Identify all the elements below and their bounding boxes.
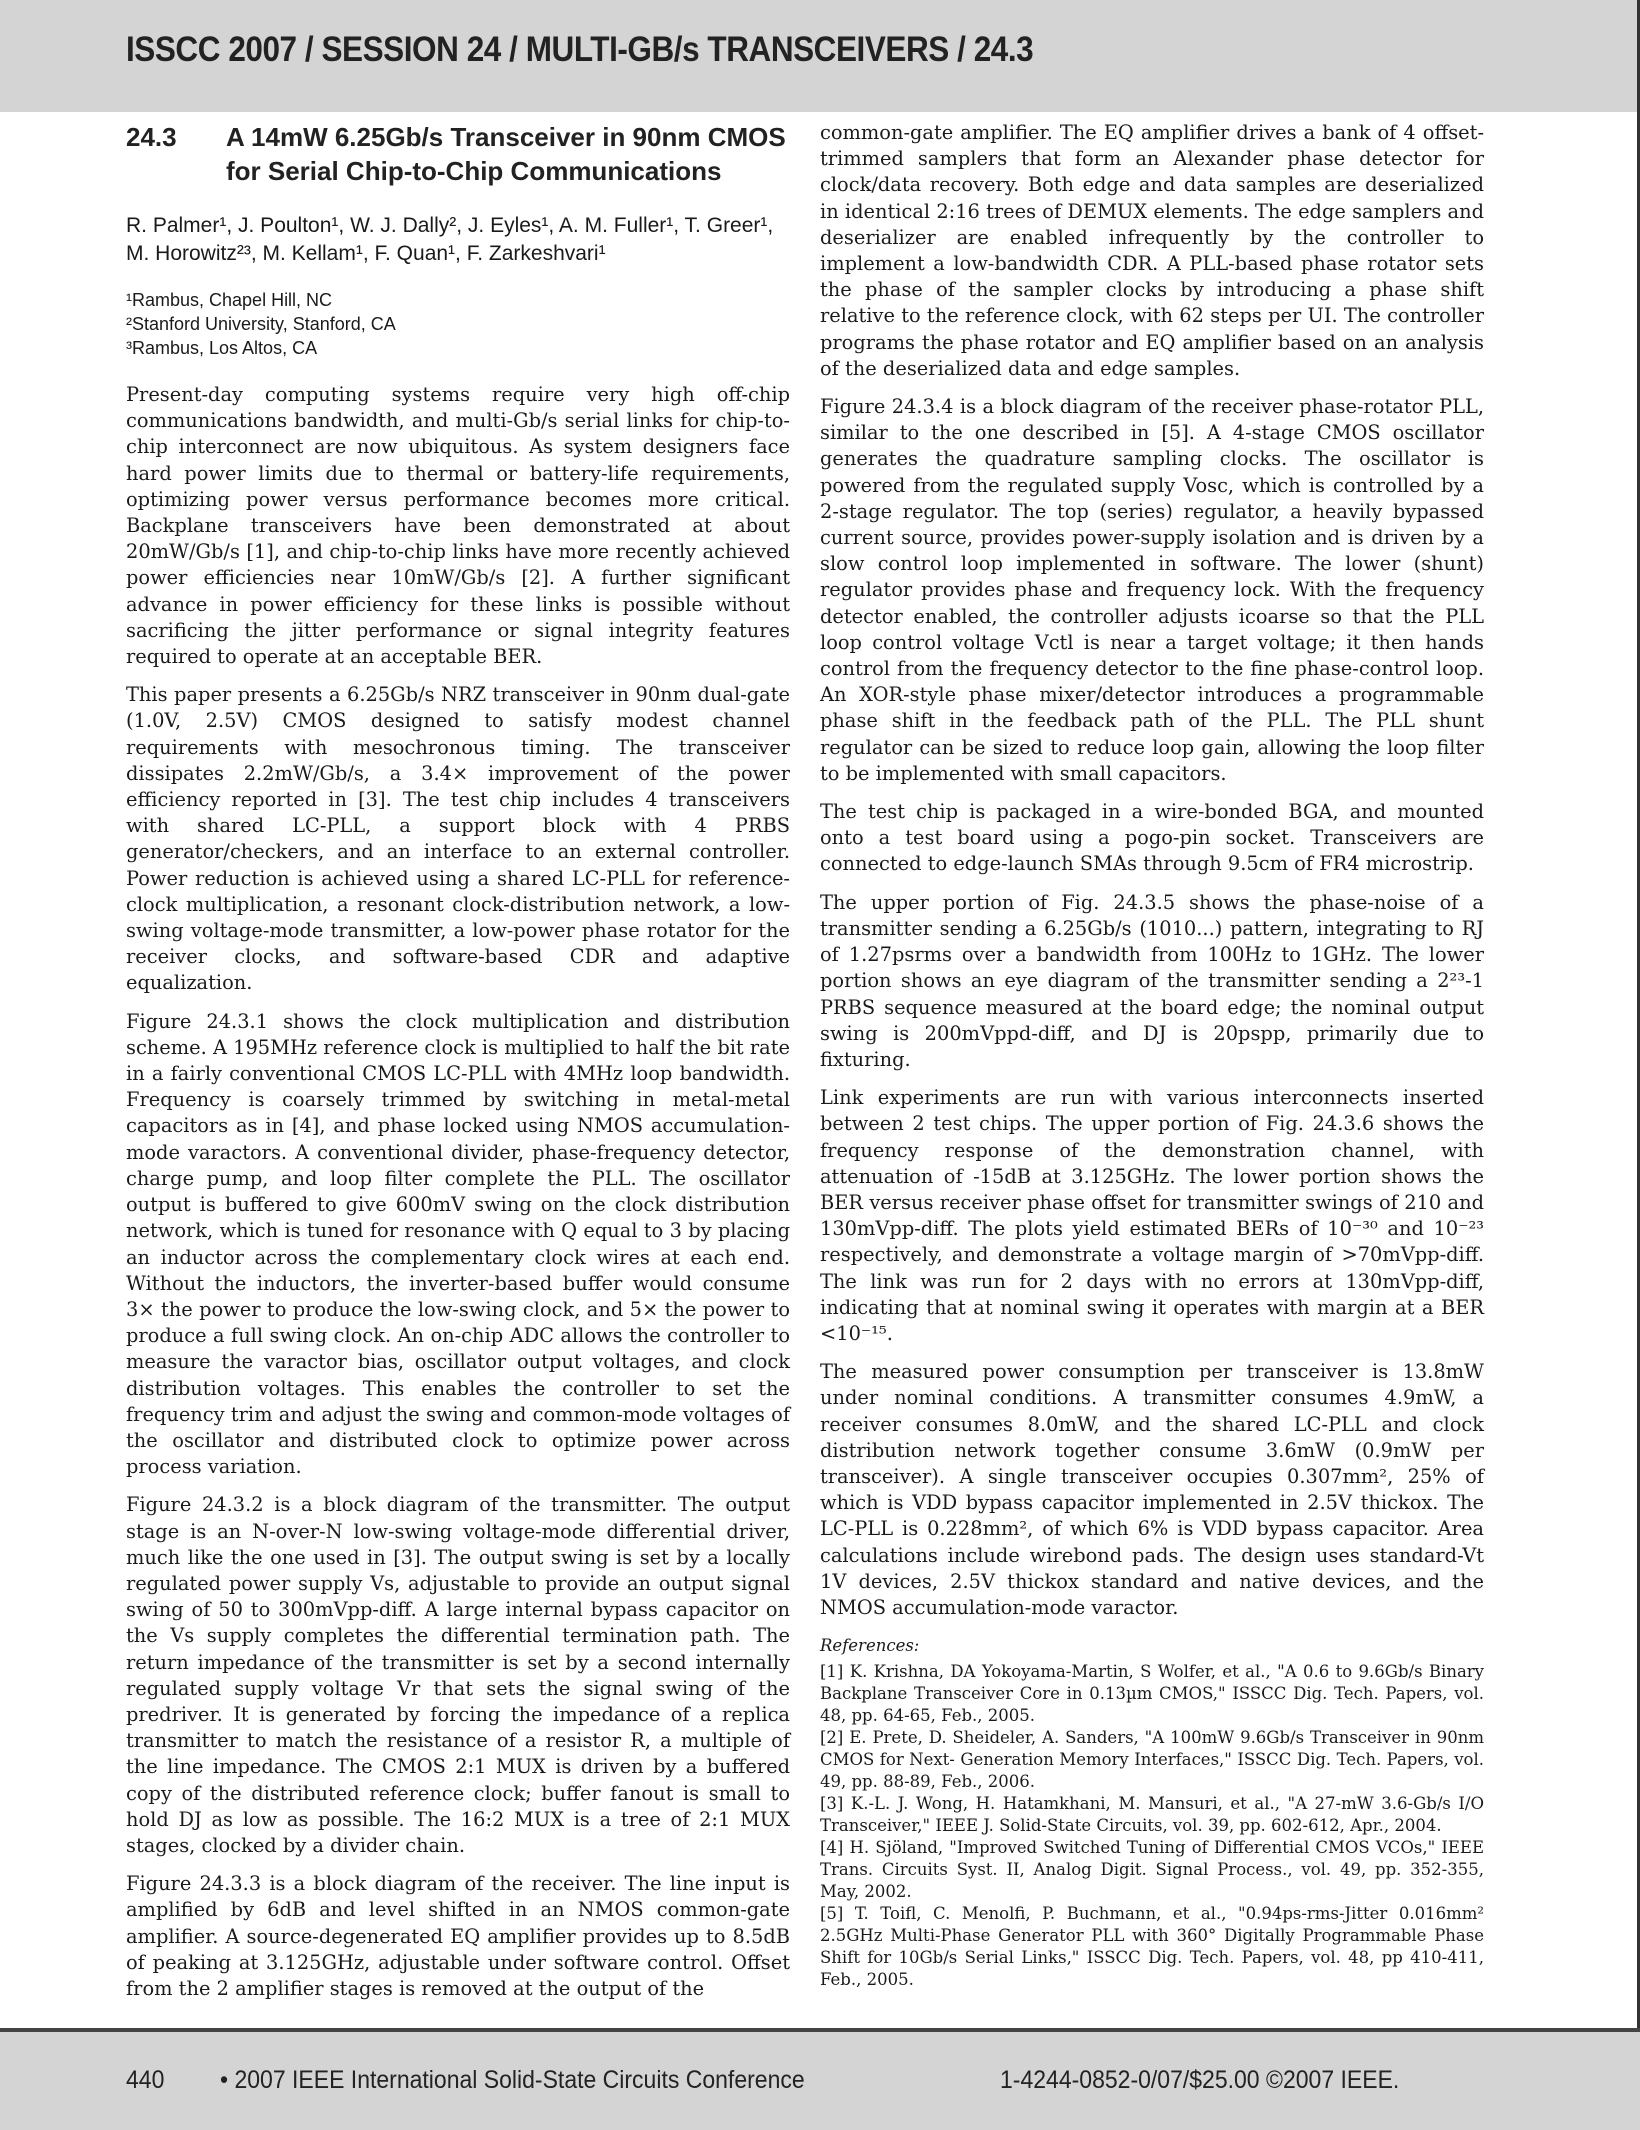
running-header: ISSCC 2007 / SESSION 24 / MULTI-GB/s TRANSCEIVERS / 24.3	[126, 30, 1034, 69]
reference-item: [2] E. Prete, D. Sheideler, A. Sanders, "A 100mW 9.6Gb/s Transceiver in 90nm CMOS for Next- Generation Memory Interfaces," ISSCC Dig. Tech. Papers, vol. 49, pp. 88-89, Feb., 2006.	[820, 1728, 1484, 1792]
affiliation: ¹Rambus, Chapel Hill, NC	[126, 290, 333, 310]
body-paragraph: Link experiments are run with various interconnects inserted between 2 test chips. The upper portion of Fig. 24.3.6 shows the frequency response of the demonstration channel, with attenuation of -15dB at 3.125GHz. The lower portion shows the BER versus receiver phase offset for transmitter swings of 210 and 130mVpp-diff. The plots yield estimated BERs of 10⁻³⁰ and 10⁻²³ respectively, and demonstrate a voltage margin of >70mVpp-diff. The link was run for 2 days with no errors at 130mVpp-diff, indicating that at nominal swing it operates with margin at a BER <10⁻¹⁵.	[820, 1086, 1484, 1345]
body-paragraph: The upper portion of Fig. 24.3.5 shows the phase-noise of a transmitter sending a 6.25Gb/s (1010...) pattern, integrating to RJ of 1.27psrms over a bandwidth from 100Hz to 1GHz. The lower portion shows an eye diagram of the transmitter sending a 2²³-1 PRBS sequence measured at the board edge; the nominal output swing is 200mVppd-diff, and DJ is 20pspp, primarily due to fixturing.	[820, 890, 1484, 1071]
body-paragraph: Figure 24.3.1 shows the clock multiplication and distribution scheme. A 195MHz reference clock is multiplied to half the bit rate in a fairly conventional CMOS LC-PLL with 4MHz loop bandwidth. Frequency is coarsely trimmed by switching in metal-metal capacitors as in [4], and phase locked using NMOS accumulation-mode varactors. A conventional divider, phase-frequency detector, charge pump, and loop filter complete the PLL. The oscillator output is buffered to give 600mV swing on the clock distribution network, which is tuned for resonance with Q equal to 3 by placing an inductor across the complementary clock wires at each end. Without the inductors, the inverter-based buffer would consume 3× the power to produce the low-swing clock, and 5× the power to produce a full swing clock. An on-chip ADC allows the controller to measure the varactor bias, oscillator output voltages, and clock distribution voltages. This enables the controller to set the frequency trim and adjust the swing and common-mode voltages of the oscillator and distributed clock to optimize power across process variation.	[126, 1009, 790, 1479]
affiliations	[126, 288, 790, 360]
page-number: 440	[126, 2066, 165, 2094]
affiliation: ²Stanford University, Stanford, CA	[126, 314, 396, 334]
copyright-notice: 1-4244-0852-0/07/$25.00 ©2007 IEEE.	[1000, 2066, 1400, 2094]
body-paragraph: The measured power consumption per transceiver is 13.8mW under nominal conditions. A transmitter consumes 4.9mW, a receiver consumes 8.0mW, and the shared LC-PLL and clock distribution network together consume 3.6mW (0.9mW per transceiver). A single transceiver occupies 0.307mm², 25% of which is VDD bypass capacitor implemented in 2.5V thickox. The LC-PLL is 0.228mm², of which 6% is VDD bypass capacitor. Area calculations include wirebond pads. The design uses standard-Vt 1V devices, 2.5V thickox standard and native devices, and the NMOS accumulation-mode varactor.	[820, 1360, 1484, 1619]
body-paragraph: This paper presents a 6.25Gb/s NRZ transceiver in 90nm dual-gate (1.0V, 2.5V) CMOS designed to satisfy modest channel requirements with mesochronous timing. The transceiver dissipates 2.2mW/Gb/s, a 3.4× improvement of the power efficiency reported in [3]. The test chip includes 4 transceivers with shared LC-PLL, a support block with 4 PRBS generator/checkers, and an interface to an external controller. Power reduction is achieved using a shared LC-PLL for reference-clock multiplication, a resonant clock-distribution network, a low-swing voltage-mode transmitter, a low-power phase rotator for the receiver clocks, and software-based CDR and adaptive equalization.	[126, 683, 790, 995]
body-paragraph: Figure 24.3.3 is a block diagram of the receiver. The line input is amplified by 6dB and level shifted in an NMOS common-gate amplifier. A source-degenerated EQ amplifier provides up to 8.5dB of peaking at 3.125GHz, adjustable under software control. Offset from the 2 amplifier stages is removed at the output of the	[126, 1872, 790, 2000]
body-paragraph: The test chip is packaged in a wire-bonded BGA, and mounted onto a test board using a pogo-pin socket. Transceivers are connected to edge-launch SMAs through 9.5cm of FR4 microstrip.	[820, 800, 1484, 876]
references-heading: References:	[820, 1636, 920, 1656]
author-list: R. Palmer¹, J. Poulton¹, W. J. Dally², J. Eyles¹, A. M. Fuller¹, T. Greer¹, M. Horowitz²³, M. Kellam¹, F. Quan¹, F. Zarkeshvari¹	[126, 214, 774, 265]
paper-title: A 14mW 6.25Gb/s Transceiver in 90nm CMOS for Serial Chip-to-Chip Communications	[226, 122, 786, 186]
left-column	[126, 120, 790, 2014]
body-paragraph: Figure 24.3.4 is a block diagram of the receiver phase-rotator PLL, similar to the one described in [5]. A 4-stage CMOS oscillator generates the quadrature sampling clocks. The oscillator is powered from the regulated supply Vosc, which is controlled by a 2-stage regulator. The top (series) regulator, a heavily bypassed current source, provides power-supply isolation and is driven by a slow control loop implemented in software. The lower (shunt) regulator provides phase and frequency lock. With the frequency detector enabled, the controller adjusts icoarse so that the PLL loop control voltage Vctl is near a target voltage; it then hands control from the frequency detector to the fine phase-control loop. An XOR-style phase mixer/detector introduces a programmable phase shift in the feedback path of the PLL. The PLL shunt regulator can be sized to reduce loop gain, allowing the loop filter to be implemented with small capacitors.	[820, 395, 1484, 785]
paper-number: 24.3	[126, 122, 177, 152]
paper-heading	[126, 120, 790, 188]
body-paragraph: Present-day computing systems require very high off-chip communications bandwidth, and multi-Gb/s serial links for chip-to-chip interconnect are now ubiquitous. As system designers face hard power limits due to thermal or battery-life requirements, optimizing power versus performance becomes more critical. Backplane transceivers have been demonstrated at about 20mW/Gb/s [1], and chip-to-chip links have more recently achieved power efficiencies near 10mW/Gb/s [2]. A further significant advance in power efficiency for these links is possible without sacrificing the jitter performance or signal integrity features required to operate at an acceptable BER.	[126, 383, 790, 669]
reference-item: [5] T. Toifl, C. Menolfi, P. Buchmann, et al., "0.94ps-rms-Jitter 0.016mm² 2.5GHz Multi-Phase Generator PLL with 360° Digitally Programmable Phase Shift for 10Gb/s Serial Links," ISSCC Dig. Tech. Papers, vol. 48, pp 410-411, Feb., 2005.	[820, 1904, 1484, 1990]
body-paragraph: common-gate amplifier. The EQ amplifier drives a bank of 4 offset-trimmed samplers that form an Alexander phase detector for clock/data recovery. Both edge and data samples are deserialized in identical 2:16 trees of DEMUX elements. The edge samplers and deserializer are enabled infrequently by the controller to implement a low-bandwidth CDR. A PLL-based phase rotator sets the phase of the sampler clocks by introducing a phase shift relative to the reference clock, with 62 steps per UI. The controller programs the phase rotator and EQ amplifier based on an analysis of the deserialized data and edge samples.	[820, 121, 1484, 380]
body-paragraph: Figure 24.3.2 is a block diagram of the transmitter. The output stage is an N-over-N low-swing voltage-mode differential driver, much like the one used in [3]. The output swing is set by a locally regulated power supply Vs, adjustable to provide an output signal swing of 50 to 300mVpp-diff. A large internal bypass capacitor on the Vs supply completes the differential termination path. The return impedance of the transmitter is set by a second internally regulated supply voltage Vr that sets the signal swing of the predriver. It is generated by forcing the impedance of a replica transmitter to match the resistance of a resistor R, a multiple of the line impedance. The CMOS 2:1 MUX is driven by a buffered copy of the distributed reference clock; buffer fanout is small to hold DJ as low as possible. The 16:2 MUX is a tree of 2:1 MUX stages, clocked by a divider chain.	[126, 1493, 790, 1857]
right-column	[820, 120, 1484, 1991]
reference-item: [4] H. Sjöland, "Improved Switched Tuning of Differential CMOS VCOs," IEEE Trans. Circuits Syst. II, Analog Digit. Signal Process., vol. 49, pp. 352-355, May, 2002.	[820, 1838, 1484, 1902]
reference-item: [1] K. Krishna, DA Yokoyama-Martin, S Wolfer, et al., "A 0.6 to 9.6Gb/s Binary Backplane Transceiver Core in 0.13µm CMOS," ISSCC Dig. Tech. Papers, vol. 48, pp. 64-65, Feb., 2005.	[820, 1662, 1484, 1726]
conference-name: • 2007 IEEE International Solid-State Circuits Conference	[220, 2066, 805, 2094]
reference-item: [3] K.-L. J. Wong, H. Hatamkhani, M. Mansuri, et al., "A 27-mW 3.6-Gb/s I/O Transceiver," IEEE J. Solid-State Circuits, vol. 39, pp. 602-612, Apr., 2004.	[820, 1794, 1484, 1836]
affiliation: ³Rambus, Los Altos, CA	[126, 338, 318, 358]
